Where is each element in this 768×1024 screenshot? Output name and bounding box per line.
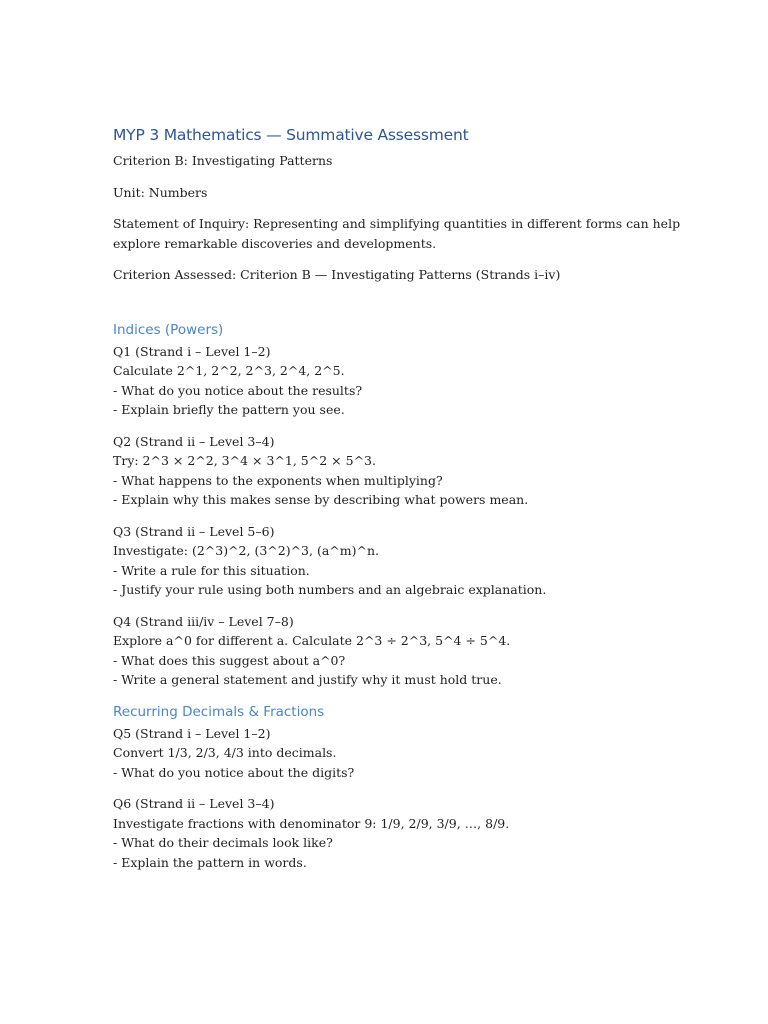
statement-line-1: Statement of Inquiry: Representing and simplifying quantities in different forms can help (113, 216, 681, 231)
question-q5 (113, 724, 673, 783)
question-line: Explore a^0 for different a. Calculate 2^3 ÷ 2^3, 5^4 ÷ 5^4. (113, 633, 511, 648)
question-line: - Explain the pattern in words. (113, 854, 307, 870)
question-line: - What happens to the exponents when multiplying? (113, 472, 443, 488)
criterion-line: Criterion B: Investigating Patterns (113, 153, 333, 168)
question-title: Q1 (Strand i – Level 1–2) (113, 343, 271, 359)
section-heading-indices: Indices (Powers) (113, 321, 224, 338)
question-line: - What do you notice about the results? (113, 382, 363, 398)
question-title: Q6 (Strand ii – Level 3–4) (113, 796, 275, 811)
unit-line: Unit: Numbers (113, 184, 208, 200)
question-title: Q2 (Strand ii – Level 3–4) (113, 433, 275, 449)
statement-of-inquiry (113, 214, 681, 253)
question-line: - What do their decimals look like? (113, 835, 333, 850)
question-line: - What does this suggest about a^0? (113, 652, 346, 668)
document-title: MYP 3 Mathematics — Summative Assessment (113, 126, 469, 144)
question-line: Investigate fractions with denominator 9: 1/9, 2/9, 3/9, …, 8/9. (113, 815, 510, 831)
question-line: - Explain briefly the pattern you see. (113, 402, 345, 417)
question-q4 (113, 612, 673, 690)
question-q3 (113, 522, 673, 600)
question-title: Q3 (Strand ii – Level 5–6) (113, 523, 275, 539)
document-page (113, 124, 681, 872)
question-q6 (113, 794, 673, 872)
question-title: Q5 (Strand i – Level 1–2) (113, 725, 271, 741)
question-line: Try: 2^3 × 2^2, 3^4 × 3^1, 5^2 × 5^3. (113, 453, 376, 468)
question-q1 (113, 342, 673, 420)
criterion-assessed: Criterion Assessed: Criterion B — Investigating Patterns (Strands i–iv) (113, 267, 561, 282)
question-line: Convert 1/3, 2/3, 4/3 into decimals. (113, 745, 337, 760)
question-q2 (113, 432, 673, 510)
question-title: Q4 (Strand iii/iv – Level 7–8) (113, 613, 294, 629)
question-line: - Write a rule for this situation. (113, 562, 310, 578)
question-line: - Write a general statement and justify why it must hold true. (113, 672, 502, 687)
question-line: - What do you notice about the digits? (113, 764, 355, 780)
section-heading-recurring: Recurring Decimals & Fractions (113, 703, 325, 720)
question-line: Calculate 2^1, 2^2, 2^3, 2^4, 2^5. (113, 363, 345, 378)
question-line: - Justify your rule using both numbers and an algebraic explanation. (113, 582, 547, 597)
question-line: Investigate: (2^3)^2, (3^2)^3, (a^m)^n. (113, 543, 379, 558)
statement-line-2: explore remarkable discoveries and developments. (113, 235, 437, 251)
question-line: - Explain why this makes sense by describing what powers mean. (113, 492, 529, 507)
